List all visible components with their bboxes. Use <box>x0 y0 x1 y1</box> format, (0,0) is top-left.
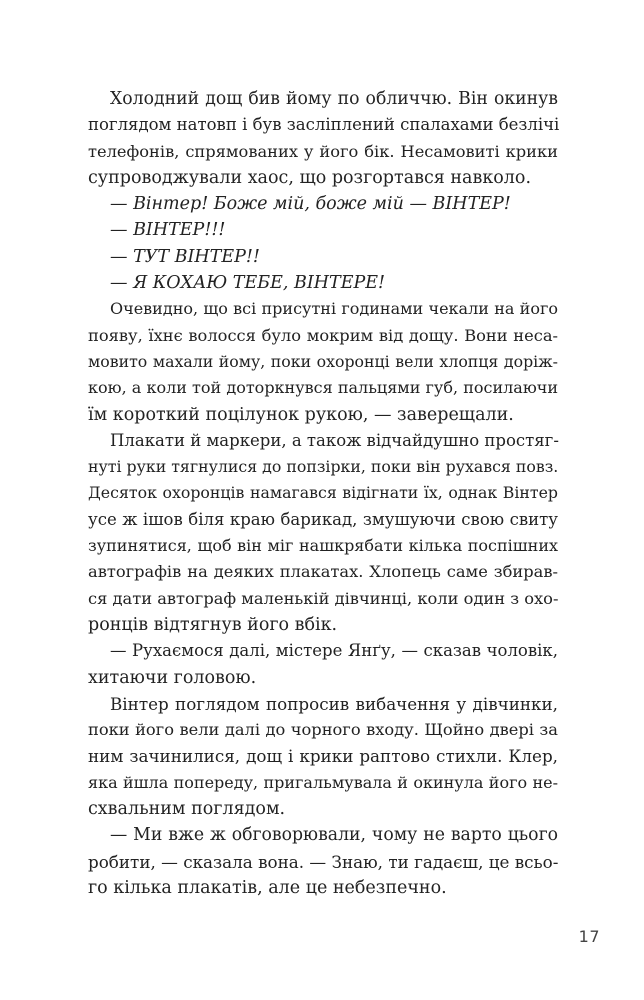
dialogue-line: — ТУТ ВІНТЕР!! <box>110 246 260 267</box>
dialogue-line: — Я КОХАЮ ТЕБЕ, ВІНТЕРЕ! <box>110 273 386 294</box>
text-line: робити, — сказала вона. — Знаю, ти гадаєш, це всьо- <box>88 851 559 872</box>
text-line: усе ж ішов біля краю барикад, змушуючи свою свиту <box>88 509 558 529</box>
text-line: мовито махали йому, поки охоронці вели хлопця доріж- <box>88 351 558 371</box>
text-line: схвальним поглядом. <box>88 799 286 820</box>
text-line: телефонів, спрямованих у його бік. Несамовиті крики <box>88 141 558 161</box>
text-line: Холодний дощ бив йому по обличчю. Він окинув <box>110 89 558 109</box>
dialogue-line: — Ми вже ж обговорювали, чому не варто цього <box>110 825 558 846</box>
text-line: поглядом натовп і був засліплений спалахами безлічі <box>88 115 560 135</box>
text-line: Плакати й маркери, а також відчайдушно простяг- <box>110 430 559 450</box>
text-line: ронців відтягнув його вбік. <box>88 614 338 635</box>
text-line: супроводжували хаос, що розгортався навколо. <box>88 167 532 188</box>
text-line: нуті руки тягнулися до попзірки, поки він рухався повз. <box>88 457 559 477</box>
text-line: ним зачинилися, дощ і крики раптово стихли. Клер, <box>88 746 558 767</box>
page-body <box>88 86 558 901</box>
text-line: кою, а коли той доторкнувся пальцями губ, посилаючи <box>88 378 558 398</box>
dialogue-line: — Рухаємося далі, містере Янґу, — сказав чоловік, <box>110 641 558 661</box>
text-line: Вінтер поглядом попросив вибачення у дівчинки, <box>110 693 558 714</box>
text-line: їм короткий поцілунок рукою, — заверещали. <box>88 404 514 425</box>
page-number: 17 <box>578 927 600 946</box>
text-line: яка йшла попереду, пригальмувала й окинула його не- <box>88 772 558 792</box>
text-line: зупинятися, щоб він міг нашкрябати кілька поспішних <box>88 536 558 556</box>
text-line: появу, їхнє волосся було мокрим від дощу. Вони неса- <box>88 325 558 345</box>
text-line: автографів на деяких плакатах. Хлопець саме збирав- <box>88 562 558 582</box>
text-line: ся дати автограф маленькій дівчинці, коли один з охо- <box>88 588 559 608</box>
text-line: поки його вели далі до чорного входу. Щойно двері за <box>88 720 558 740</box>
dialogue-line: — Вінтер! Боже мій, боже мій — ВІНТЕР! <box>110 194 511 215</box>
text-line: Десяток охоронців намагався відігнати їх, однак Вінтер <box>88 483 558 503</box>
text-line: Очевидно, що всі присутні годинами чекали на його <box>110 299 558 319</box>
text-line: го кілька плакатів, але це небезпечно. <box>88 877 447 898</box>
text-line: хитаючи головою. <box>88 667 257 688</box>
dialogue-line: — ВІНТЕР!!! <box>110 220 226 241</box>
